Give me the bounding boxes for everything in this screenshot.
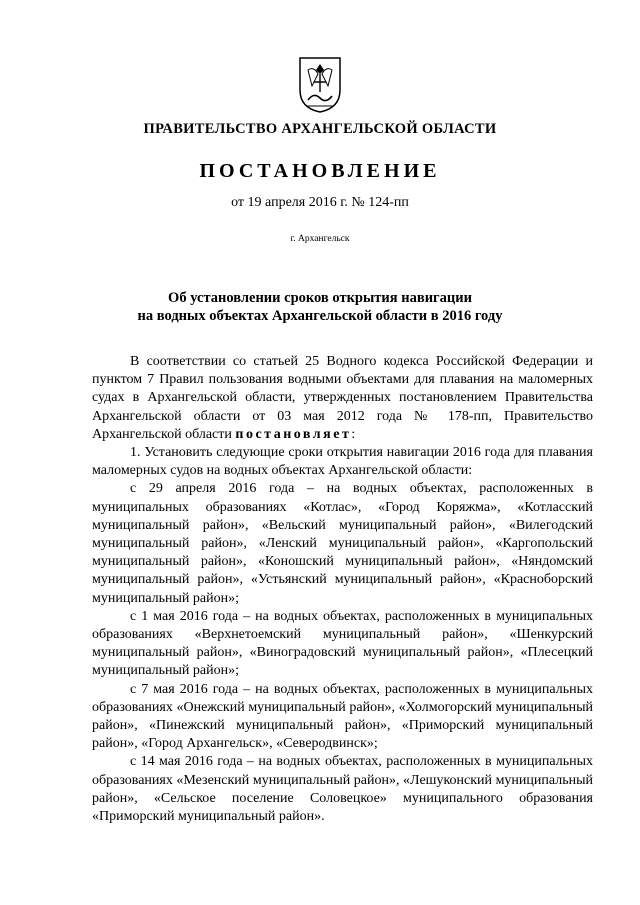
- heading-line-2: на водных объектах Архангельской области в 2016 году: [137, 308, 503, 324]
- paragraph-1: 1. Установить следующие сроки открытия навигации 2016 года для плавания маломерных судов на водных объектах Архангельской области:: [92, 445, 593, 479]
- intro-text: В соответствии со статьей 25 Водного кодекса Российской Федерации и пунктом 7 Правил пользования водными объектами для плавания на маломерных судах в Архангельской области, утвержденных постановлением Правительства Архангельской области от 03 мая 2012 года № 178-пп, Правительство Архангельской области: [92, 354, 593, 442]
- document-date-number: от 19 апреля 2016 г. № 124-пп: [231, 195, 409, 210]
- paragraph-april-29: с 29 апреля 2016 года – на водных объектах, расположенных в муниципальных образованиях «Котлас», «Город Коряжма», «Котласский муниципальный район», «Вельский муниципальный район», «Вилегодский муниципальный район», «Ленский муниципальный район», «Каргопольский муниципальный район», «Коношский муниципальный район», «Няндомский муниципальный район», «Устьянский муниципальный район», «Красноборский муниципальный район»;: [92, 481, 593, 606]
- paragraph-may-7: с 7 мая 2016 года – на водных объектах, расположенных в муниципальных образованиях «Онежский муниципальный район», «Холмогорский муниципальный район», «Пинежский муниципальный район», «Приморский муниципальный район», «Город Архангельск», «Северодвинск»;: [92, 681, 593, 752]
- intro-verb: постановляет: [235, 426, 352, 442]
- heading-line-1: Об установлении сроков открытия навигации: [168, 290, 472, 306]
- paragraph-intro: [92, 353, 593, 444]
- intro-end: :: [351, 426, 356, 442]
- document-heading: [80, 289, 560, 325]
- document-body: [92, 353, 593, 826]
- document-type-title: ПОСТАНОВЛЕНИЕ: [199, 160, 441, 182]
- paragraph-may-1: с 1 мая 2016 года – на водных объектах, расположенных в муниципальных образованиях «Верхнетоемский муниципальный район», «Шенкурский муниципальный район», «Виноградовский муниципальный район», «Плесецкий муниципальный район»;: [92, 608, 593, 679]
- coat-of-arms-icon: [298, 56, 342, 114]
- government-name: ПРАВИТЕЛЬСТВО АРХАНГЕЛЬСКОЙ ОБЛАСТИ: [143, 121, 497, 137]
- paragraph-may-14: с 14 мая 2016 года – на водных объектах, расположенных в муниципальных образованиях «Мезенский муниципальный район», «Лешуконский муниципальный район», «Сельское поселение Соловецкое» муниципального образования «Приморский муниципальный район».: [92, 754, 593, 825]
- document-city: г. Архангельск: [290, 234, 350, 244]
